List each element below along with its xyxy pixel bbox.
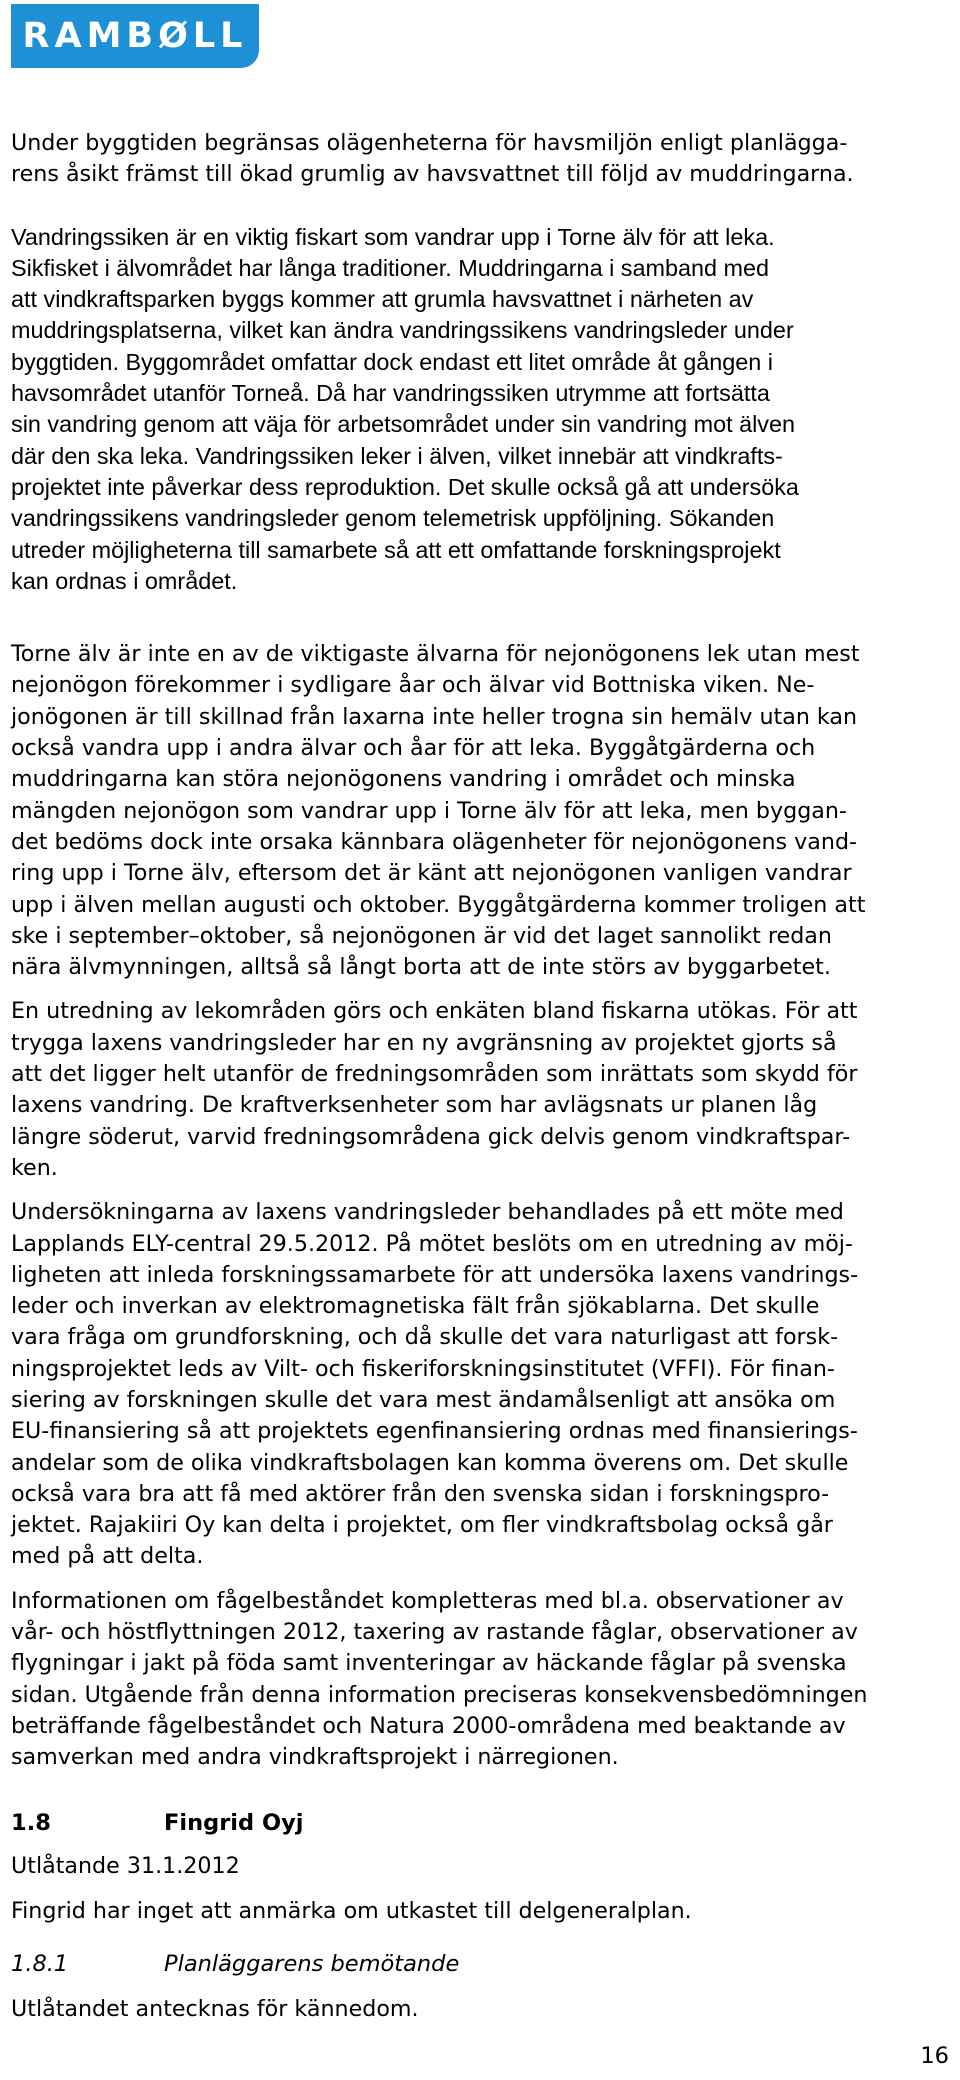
statement-date: Utlåtande 31.1.2012 <box>11 1852 240 1879</box>
paragraph-salmon-research: Undersökningarna av laxens vandringsleder behandlades på ett möte med Lapplands ELY-central 29.5.2012. På mötet beslöts om en utredning av möj- ligheten att inleda forskningssamarbete för att undersöka laxens vandrings- leder och inverkan av elektromagnetiska fält från sjökablarna. Det skulle vara fråga om grundforskning, och då skulle det vara naturligast att forsk- ningsprojektet leds av Vilt- och fiskeriforskningsinstitutet (VFFI). För finan- siering av forskningen skulle det vara mest ändamålsenligt att ansöka om EU-finansiering så att projektets egenfinansiering ordnas med finansierings- andelar som de olika vindkraftsbolagen kan komma överens om. Det skulle också vara bra att få med aktörer från den svenska sidan i forskningspro- jektet. Rajakiiri Oy kan delta i projektet, om fler vindkraftsbolag också går med på att delta. <box>11 1199 859 1570</box>
page-number: 16 <box>920 2043 949 2069</box>
document-body <box>11 128 951 2025</box>
subsection-number: 1.8.1 <box>11 1950 69 1977</box>
section-title: Fingrid Oyj <box>164 1809 304 1836</box>
section-number: 1.8 <box>11 1809 51 1836</box>
paragraph-bird-population: Informationen om fågelbeståndet kompletteras med bl.a. observationer av vår- och höstflyttningen 2012, taxering av rastande fåglar, observationer av flygningar i jakt på föda samt inventeringar av häckande fåglar på svenska sidan. Utgående från denna information preciseras konsekvensbedömningen beträffande fågelbeståndet och Natura 2000-områdena med beaktande av samverkan med andra vindkraftsprojekt i närregionen. <box>11 1587 868 1771</box>
paragraph-whitefish: Vandringssiken är en viktig fiskart som vandrar upp i Torne älv för att leka. Sikfisket i älvområdet har långa traditioner. Muddringarna i samband med att vindkraftsparken byggs kommer att grumla havsvattnet i närheten av muddringsplatserna, vilket kan ändra vandringssikens vandringsleder under byggtiden. Byggområdet omfattar dock endast ett litet område åt gången i havsområdet utanför Torneå. Då har vandringssiken utrymme att fortsätta sin vandring genom att väja för arbetsområdet under sin vandring mot älven där den ska leka. Vandringssiken leker i älven, vilket innebär att vindkrafts- projektet inte påverkar dess reproduktion. Det skulle också gå att undersöka vandringssikens vandringsleder genom telemetrisk uppföljning. Sökanden utreder möjligheterna till samarbete så att ett omfattande forskningsprojekt kan ordnas i området. <box>11 223 799 594</box>
response-text: Utlåtandet antecknas för kännedom. <box>11 1995 419 2022</box>
subsection-heading <box>11 1949 951 1980</box>
logo-text: RAMBØLL <box>22 16 248 56</box>
rambol-logo <box>11 4 259 68</box>
paragraph-spawning-areas: En utredning av lekområden görs och enkäten bland fiskarna utökas. För att trygga laxens vandringsleder har en ny avgränsning av projektet gjorts så att det ligger helt utanför de fredningsområden som inrättats som skydd för laxens vandring. De kraftverksenheter som har avlägsnats ur planen låg längre söderut, varvid fredningsområdena gick delvis genom vindkraftspar- ken. <box>11 998 858 1181</box>
subsection-title: Planläggarens bemötande <box>164 1950 460 1977</box>
statement-text: Fingrid har inget att anmärka om utkastet till delgeneralplan. <box>11 1897 692 1924</box>
section-heading <box>11 1808 951 1839</box>
paragraph-construction-impact: Under byggtiden begränsas olägenheterna för havsmiljön enligt planlägga- rens åsikt främst till ökad grumlig av havsvattnet till följd av muddringarna. <box>11 130 854 188</box>
paragraph-lamprey: Torne älv är inte en av de viktigaste älvarna för nejonögonens lek utan mest nejonögon förekommer i sydligare åar och älvar vid Bottniska viken. Ne- jonögonen är till skillnad från laxarna inte heller trogna sin hemälv utan kan också vandra upp i andra älvar och åar för att leka. Byggåtgärderna och muddringarna kan störa nejonögonens vandring i området och minska mängden nejonögon som vandrar upp i Torne älv för att leka, men byggan- det bedöms dock inte orsaka kännbara olägenheter för nejonögonens vand- ring upp i Torne älv, eftersom det är känt att nejonögonen vanligen vandrar upp i älven mellan augusti och oktober. Byggåtgärderna kommer troligen att ske i september–oktober, så nejonögonen är vid det laget sannolikt redan nära älvmynningen, alltså så långt borta att de inte störs av byggarbetet. <box>11 641 866 981</box>
